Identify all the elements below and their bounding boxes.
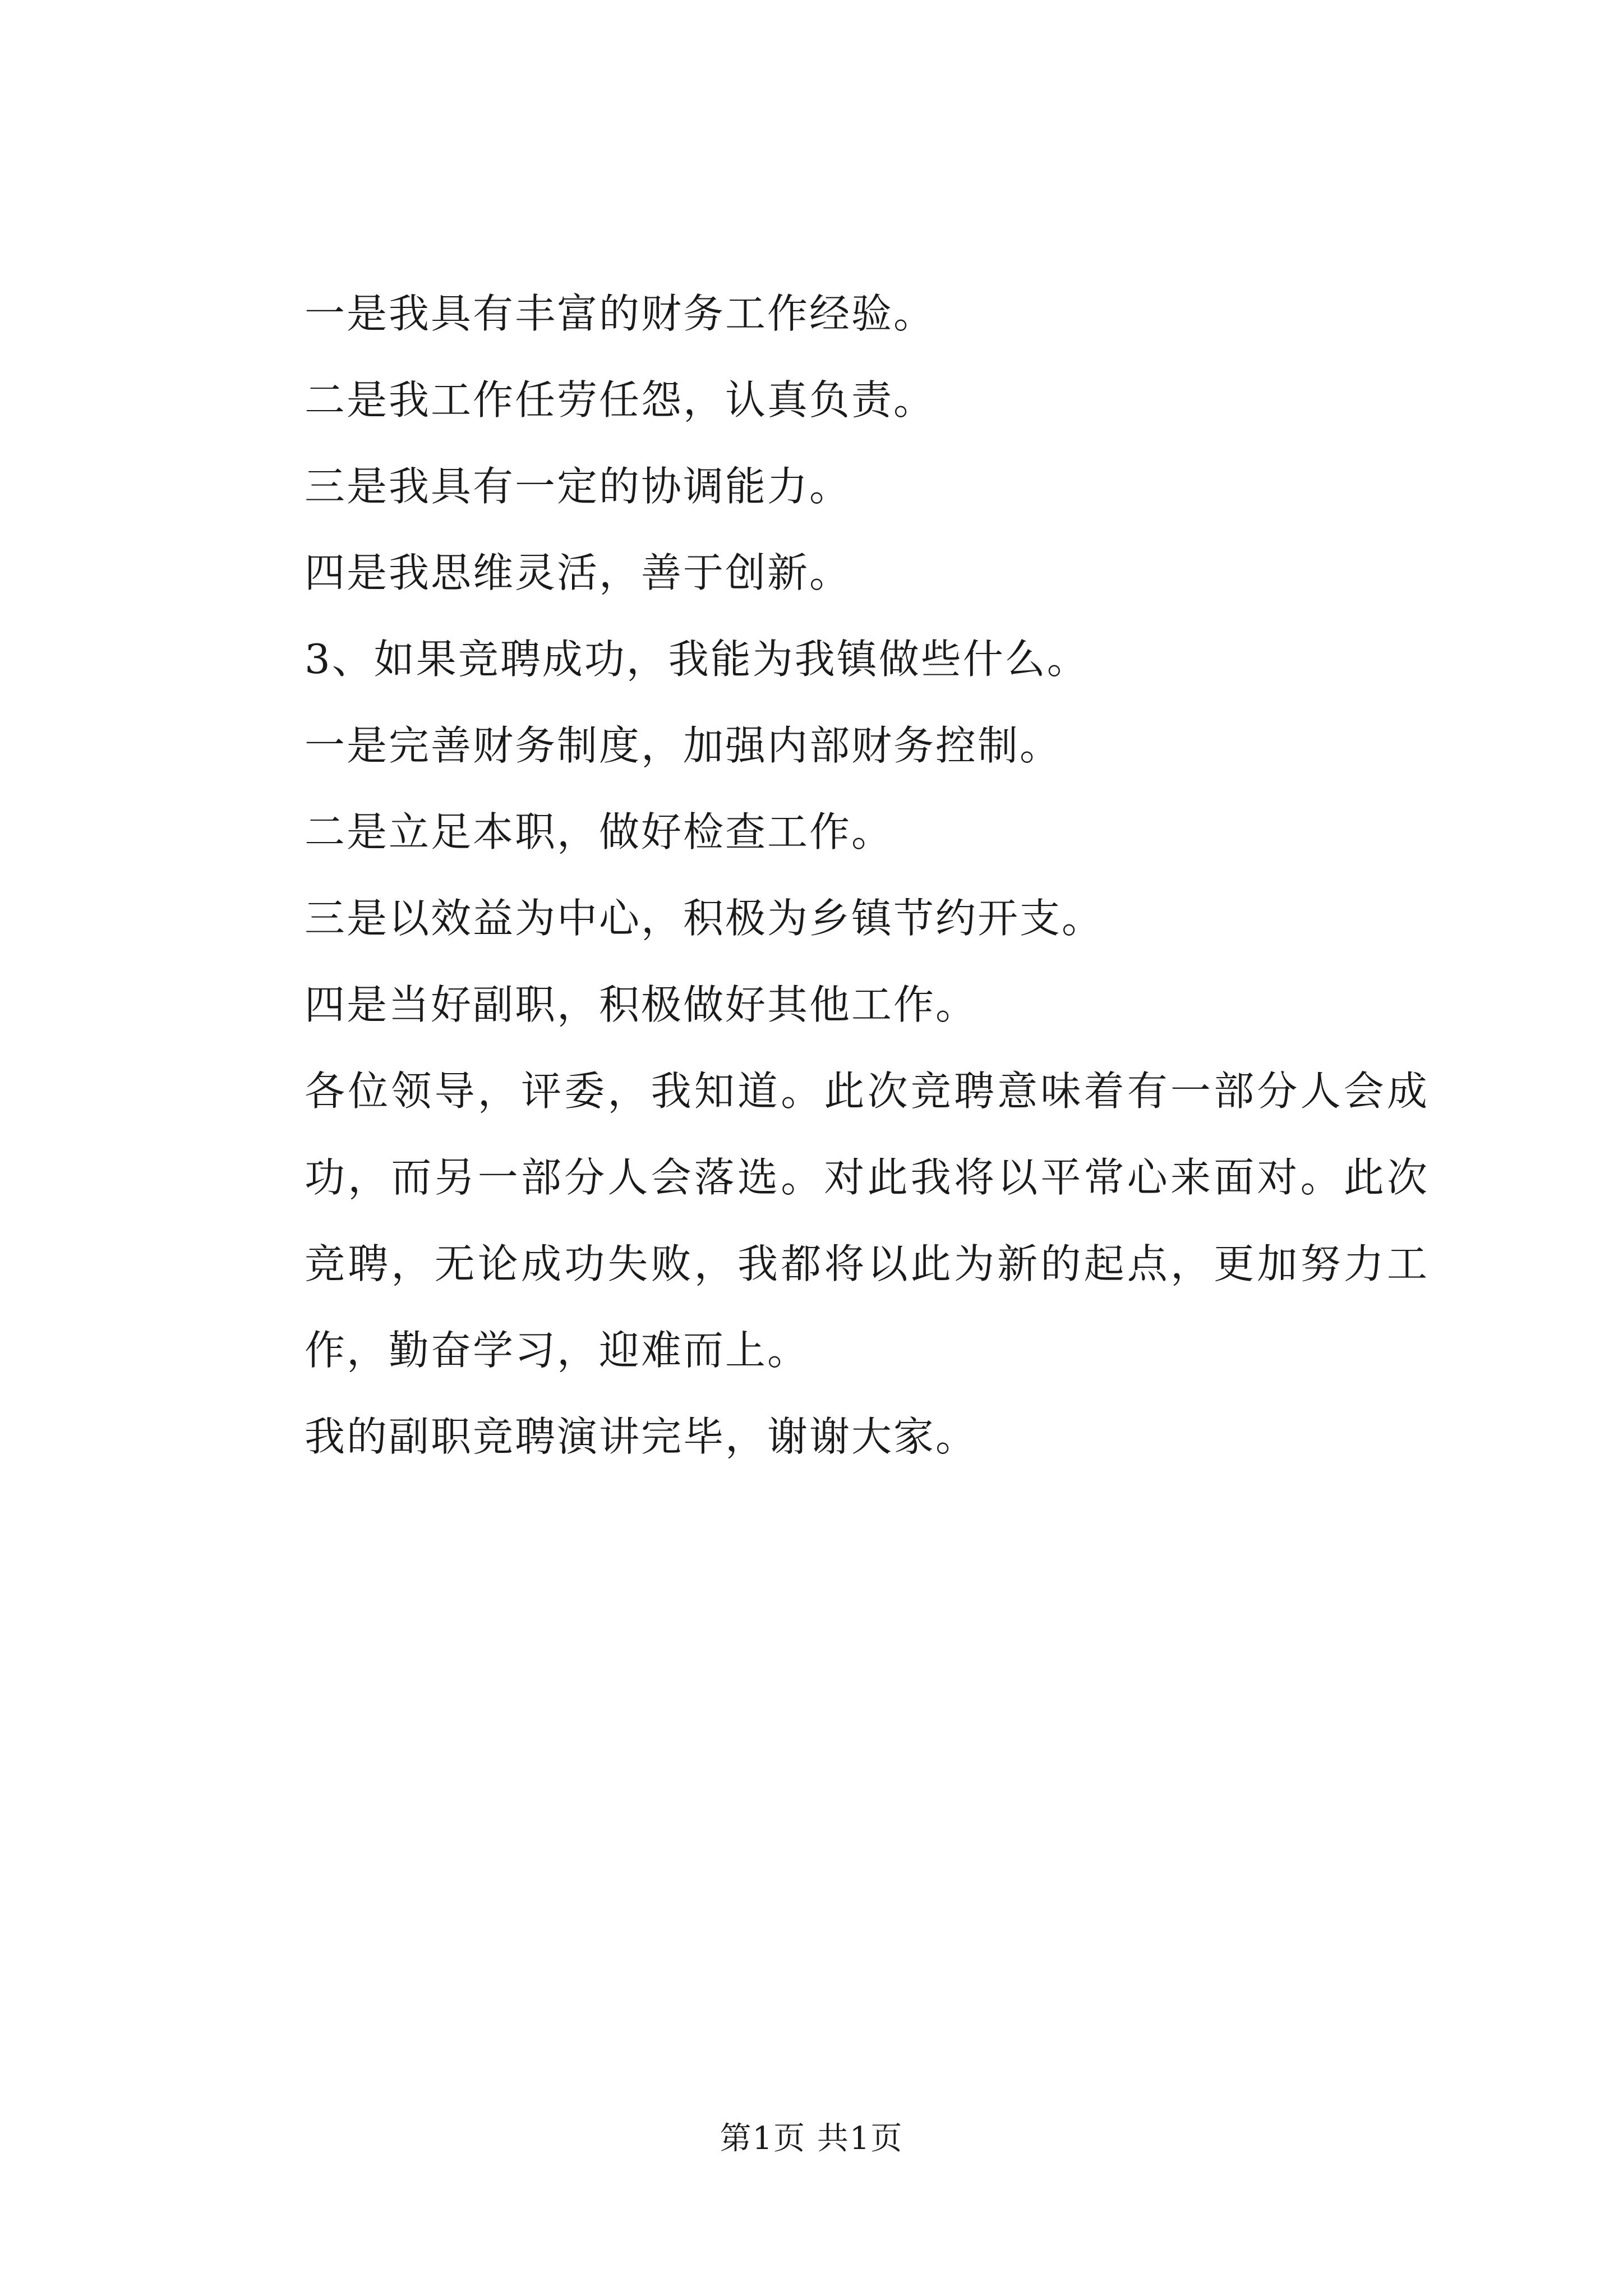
paragraph-thanks: 我的副职竞聘演讲完毕，谢谢大家。 xyxy=(305,1413,978,1460)
section-heading-3: 3、如果竞聘成功，我能为我镇做些什么。 xyxy=(305,636,1089,683)
paragraph-closing-remarks: 各位领导，评委，我知道。此次竞聘意味着有一部分人会成功，而另一部分人会落选。对此我将以平常心来面对。此次竞聘，无论成功失败，我都将以此为新的起点，更加努力工作，勤奋学习，迎难而上。 xyxy=(305,1068,1429,1374)
paragraph-plan-one-financial-system: 一是完善财务制度，加强内部财务控制。 xyxy=(305,722,1062,769)
paragraph-point-one-experience: 一是我具有丰富的财务工作经验。 xyxy=(305,290,936,337)
paragraph-plan-four-deputy-role: 四是当好副职，积极做好其他工作。 xyxy=(305,981,978,1028)
paragraph-point-three-coordination: 三是我具有一定的协调能力。 xyxy=(305,463,852,510)
paragraph-plan-three-savings: 三是以效益为中心，积极为乡镇节约开支。 xyxy=(305,895,1104,942)
paragraph-point-four-innovation: 四是我思维灵活，善于创新。 xyxy=(305,549,852,596)
paragraph-point-two-diligence: 二是我工作任劳任怨，认真负责。 xyxy=(305,376,936,424)
document-body xyxy=(215,270,1429,1480)
page-number-label: 第1页 共1页 xyxy=(720,2120,903,2157)
paragraph-plan-two-inspection: 二是立足本职，做好检查工作。 xyxy=(305,808,894,855)
page-footer xyxy=(0,2114,1623,2164)
